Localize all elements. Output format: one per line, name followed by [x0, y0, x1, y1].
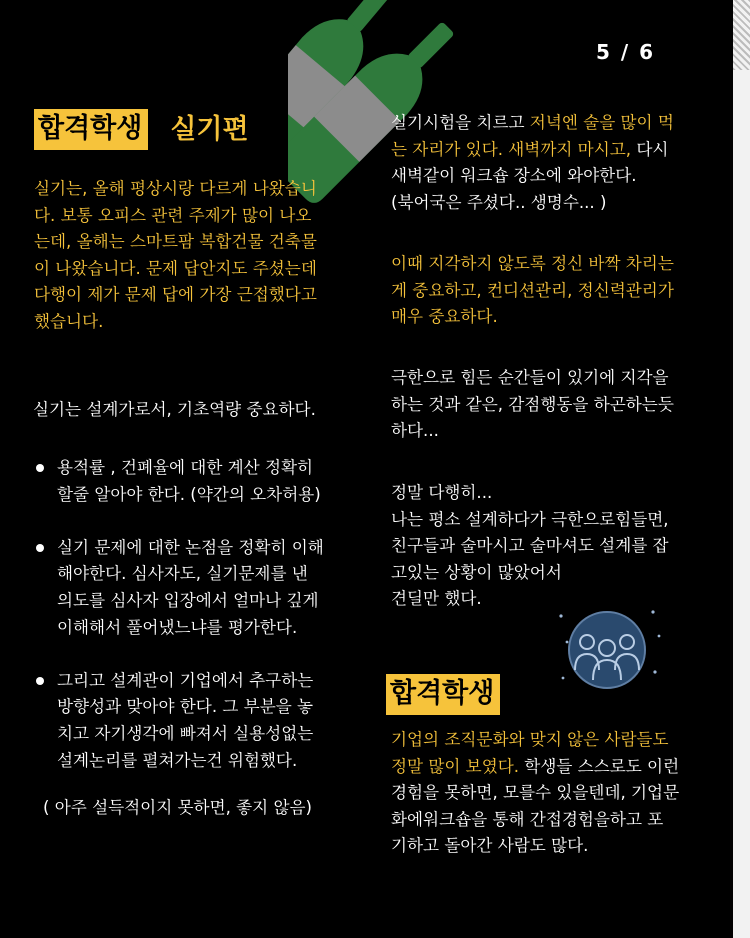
intro-line: 다행이 제가 문제 답에 가장 근접했다고 — [34, 285, 317, 305]
intro-line: 이 나왔습니다. 문제 답안지도 주셨는데 — [34, 258, 317, 278]
right-edge-strip — [733, 0, 750, 938]
intro-line: 다. 보통 오피스 관련 주제가 많이 나오 — [34, 205, 312, 225]
list-item: 그리고 설계관이 기업에서 추구하는 방향성과 맞아야 한다. 그 부분을 놓 치고 자기생각에 빠져서 실용성없는 설계논리를 펼쳐가는건 위험했다. — [30, 668, 370, 774]
heading2-highlight: 합격학생 — [386, 674, 500, 715]
bullet-note: ( 아주 설득적이지 못하면, 좋지 않음) — [43, 798, 313, 817]
statement: 실기는 설계가로서, 기초역량 중요하다. — [33, 400, 316, 419]
list-item: 실기 문제에 대한 논점을 정확히 이해 해야한다. 심사자도, 실기문제를 낸 의도를 심사자 입장에서 얼마나 깊게 이해해서 풀어냈느냐를 평가한다. — [30, 535, 370, 641]
right-paragraph-1: 실기시험을 치르고 저녁엔 술을 많이 먹 는 자리가 있다. 새벽까지 마시고, 다시 새벽같이 워크숍 장소에 와야한다. (북어국은 주셨다.. 생명수... ) — [391, 113, 674, 212]
people-group-icon — [555, 602, 665, 692]
right-paragraph-4: 정말 다행히... 나는 평소 설계하다가 극한으로힘들면, 친구들과 술마시고 술마셔도 설계를 잡 고있는 상황이 많았어서 견딜만 했다. — [391, 483, 669, 609]
intro-paragraph — [34, 176, 317, 336]
heading — [34, 109, 249, 150]
list-item: 용적률 , 건폐율에 대한 계산 정확히 할줄 알아야 한다. (약간의 오차허용) — [30, 455, 370, 508]
intro-line: 는데, 올해는 스마트팜 복합건물 건축물 — [34, 232, 317, 252]
heading-subtitle: 실기편 — [170, 113, 249, 145]
intro-line: 실기는, 올해 평상시랑 다르게 나왔습니 — [34, 179, 317, 198]
page-indicator: 5 / 6 — [596, 40, 656, 64]
right-paragraph-3: 극한으로 힘든 순간들이 있기에 지각을 하는 것과 같은, 감점행동을 하곤하는듯 하다... — [391, 368, 674, 441]
right-paragraph-2: 이때 지각하지 않도록 정신 바짝 차리는 게 중요하고, 컨디션관리, 정신력관리가 매우 중요하다. — [391, 254, 674, 327]
heading-highlight: 합격학생 — [34, 109, 148, 150]
corner-pattern — [733, 0, 750, 70]
intro-line: 했습니다. — [34, 311, 104, 331]
bullet-list — [30, 455, 370, 801]
right-paragraph-5: 기업의 조직문화와 맞지 않은 사람들도 정말 많이 보였다. 학생들 스스로도 이런 경험을 못하면, 모를수 있을텐데, 기업문 화에워크숍을 통해 간접경험을하고 포 기하고 돌아간 사람도 많다. — [391, 730, 680, 856]
